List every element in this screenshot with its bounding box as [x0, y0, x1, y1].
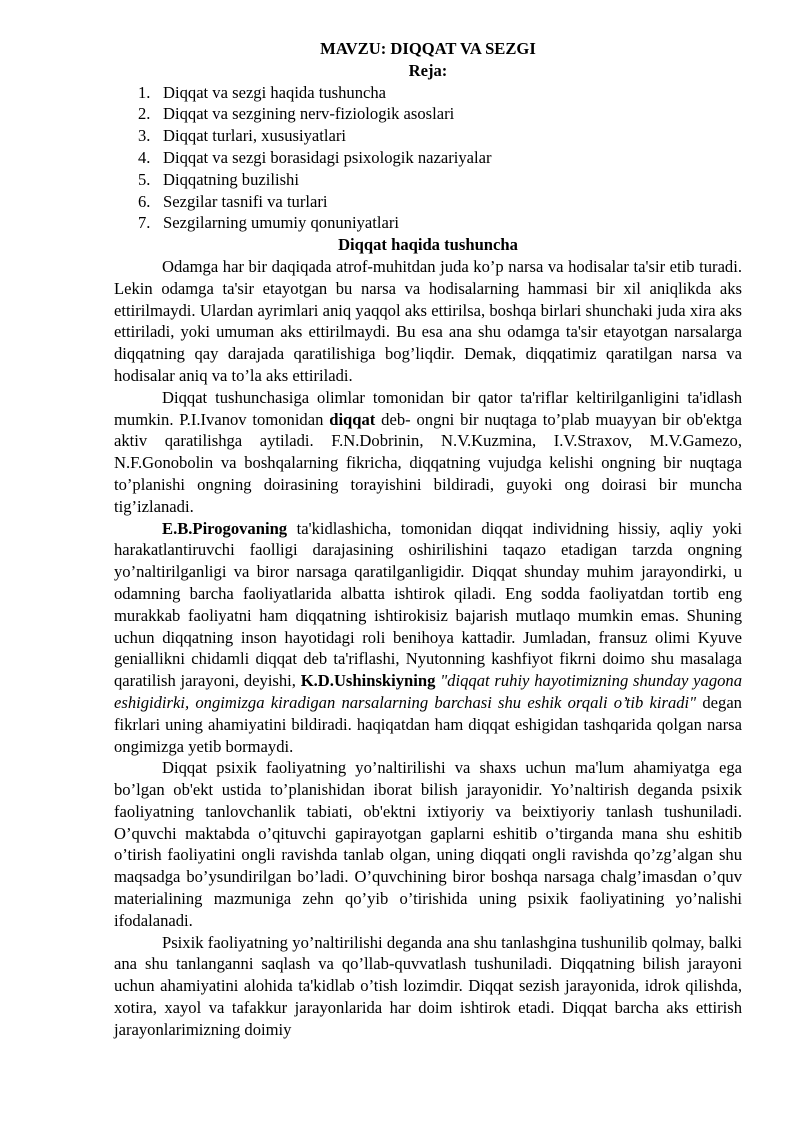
paragraph-1: Odamga har bir daqiqada atrof-muhitdan juda ko’p narsa va hodisalar ta'sir etib turadi. Lekin odamga ta'sir etayotgan bu narsa va hodisalarning hammasi bir xil aniqlikda aks ettirilmaydi. Ulardan ayrimlari aniq yaqqol aks ettirilsa, boshqa birlari shunchaki juda xira aks ettiriladi, yoki umuman aks ettirilmaydi. Bu esa ana shu odamga ta'sir etayotgan narsalarga diqqatning qay darajada qaratilishiga bog’liqdir. Demak, diqqatimiz qaratilgan narsa va hodisalar aniq va to’la aks ettiriladi. — [114, 256, 742, 385]
plan-item-text: Sezgilar tasnifi va turlari — [163, 191, 328, 211]
plan-item — [138, 82, 742, 104]
plan-item — [138, 147, 742, 169]
plan-item — [138, 212, 742, 234]
paragraph-3-text-cont: degan fikrlari uning ahamiyatini bildiradi. haqiqatdan ham diqqat eshigidan tashqarida qolgan narsa ongimizga yetib bormaydi. — [114, 692, 742, 756]
document-page — [114, 38, 742, 1041]
ushinskiy-quote: "diqqat ruhiy hayotimizning shunday yagona eshigidirki, ongimizga kiradigan narsalarning barchasi shu eshik orqali o’tib kiradi" — [114, 671, 743, 712]
plan-item-number: 3. — [138, 126, 151, 146]
plan-item — [138, 191, 742, 213]
plan-list — [114, 82, 742, 235]
plan-item — [138, 169, 742, 191]
paragraph-5: Psixik faoliyatning yo’naltirilishi deganda ana shu tanlashgina tushunilib qolmay, balki ana shu tanlanganni saqlash va qo’llab-quvvatlash tushuniladi. Diqqatning bilish jarayoni uchun ahamiyatini alohida ta'kidlab o’tish lozimdir. Diqqat sezish jarayonida, idrok qilishda, xotira, xayol va tafakkur jarayonlarida har doim ishtirok etadi. Diqqat barcha aks ettirish jarayonlarimizning doimiy — [114, 932, 742, 1039]
plan-item — [138, 125, 742, 147]
document-title: MAVZU: DIQQAT VA SEZGI — [320, 39, 536, 58]
plan-item — [138, 103, 742, 125]
plan-item-number: 2. — [138, 104, 151, 124]
author-pirogova: E.B.Pirogovaning — [162, 518, 288, 538]
section-heading: Diqqat haqida tushuncha — [338, 235, 518, 255]
paragraph-4: Diqqat psixik faoliyatning yo’naltirilishi va shaxs uchun ma'lum ahamiyatga ega bo’lgan ob'ekt ustida to’planishidan iborat bilish jarayonidir. Yo’naltirish deganda psixik faoliyatning tanlovchanlik tabiati, ob'ektni ixtiyoriy va beixtiyoriy tanlash tushuniladi. O’quvchi maktabda o’qituvchi gapirayotgan gaplarni eshitib o’tirganda mana shu eshitib o’tirish faoliyatini ongli ravishda tanlab olgan, uning diqqati ongli ravishda qo’zg’algan shu maqsadga bo’ysundirilgan bo’ladi. O’quvchining biror boshqa narsaga chalg’imasdan o’quv materialining mazmuniga zehn qo’yib o’tirishida uning psixik faoliyatining yo’nalishi ifodalanadi. — [114, 758, 742, 930]
plan-item-text: Diqqatning buzilishi — [163, 169, 299, 189]
author-ushinskiy: K.D.Ushinskiyning — [300, 671, 436, 691]
plan-item-text: Diqqat va sezgi borasidagi psixologik nazariyalar — [163, 147, 492, 167]
plan-item-number: 4. — [138, 147, 151, 167]
plan-item-number: 7. — [138, 213, 151, 233]
plan-item-text: Diqqat turlari, xususiyatlari — [163, 126, 346, 146]
paragraph-2-text: Diqqat tushunchasiga olimlar tomonidan bir qator ta'riflar keltirilganligini ta'idlash mumkin. P.I.Ivanov tomonidan — [114, 387, 742, 429]
plan-item-text: Diqqat va sezgining nerv-fiziologik asoslari — [163, 104, 455, 124]
plan-item-number: 1. — [138, 82, 151, 102]
plan-item-number: 5. — [138, 169, 151, 189]
plan-item-number: 6. — [138, 191, 151, 211]
plan-heading: Reja: — [408, 60, 448, 80]
plan-item-text: Diqqat va sezgi haqida tushuncha — [163, 82, 387, 102]
paragraph-2-text-cont: deb- ongni bir nuqtaga to’plab muayyan bir ob'ektga aktiv qaratilishga aytiladi. F.N.Dobrinin, N.V.Kuzmina, I.V.Straxov, M.V.Gamezo, N.F.Gonobolin va boshqalarning fikricha, diqqatning vujudga kelishi ongning bir nuqtaga to’planishi ongning doirasining torayishini bildiradi, guyoki ong doirasi bir muncha tig’izlanadi. — [114, 409, 742, 516]
plan-item-text: Sezgilarning umumiy qonuniyatlari — [163, 213, 399, 233]
paragraph-2 — [114, 387, 742, 518]
term-diqqat: diqqat — [329, 409, 376, 429]
paragraph-3-text: ta'kidlashicha, tomonidan diqqat individning hissiy, aqliy yoki harakatlantiruvchi faolligi darajasining oshirilishini taqazo etadigan tarzda ongning yo’naltirilganligi va biror narsaga qaratilganligidir. Diqqat shunday muhim jarayondirki, u odamning barcha faoliyatlarida albatta ishtirok qiladi. Eng sodda faoliyatdan tortib eng murakkab faoliyatni ham diqqatning ishtirokisiz bajarish mutlaqo mumkin emas. Shuning uchun diqqatning inson hayotidagi roli benihoya kattadir. Jumladan, fransuz olimi Kyuve geniallikni chidamli diqqat deb ta'riflashi, Nyutonning kashfiyot fikrni doimo shu masalaga qaratilish jarayoni, deyishi, — [114, 518, 742, 691]
paragraph-3 — [114, 518, 742, 758]
